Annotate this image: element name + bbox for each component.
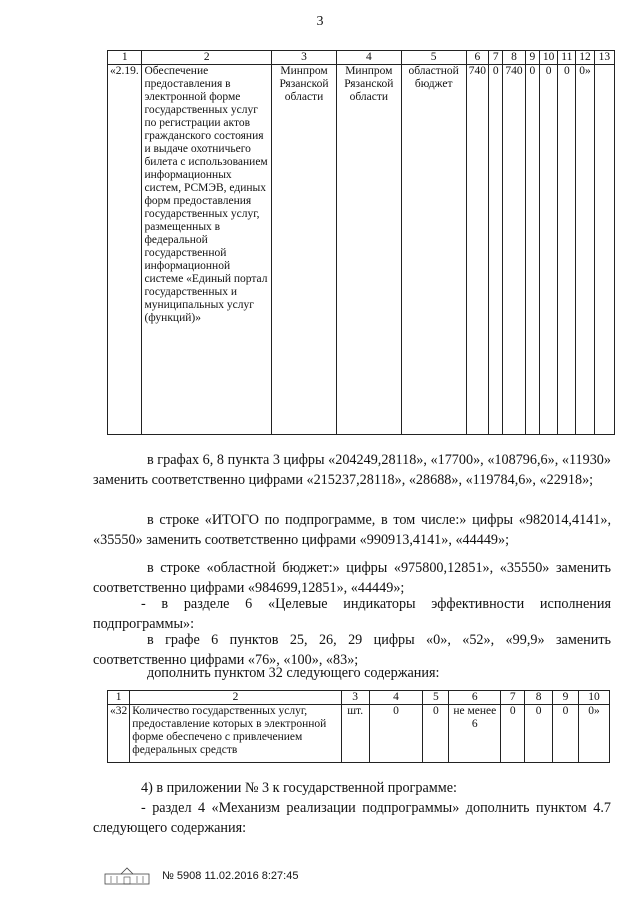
- cell-value: 0»: [579, 705, 610, 763]
- header-cell: 7: [501, 691, 525, 705]
- cell-value: не менее 6: [449, 705, 501, 763]
- cell-description: Обеспечение предоставления в электронной форме государственных услуг по регистрации актов гражданского состояния и выдаче охотничьего билета с использованием информационных систем, РСМЭВ, единых форм предоставления государственных услуг, размещенных в федеральной государственной информационной системе «Единый портал государственных и муниципальных услуг (функций)»: [142, 65, 272, 435]
- cell-value: 0: [525, 65, 539, 435]
- header-cell: 11: [558, 51, 576, 65]
- header-cell: 3: [272, 51, 337, 65]
- table-subprogram-measure: [107, 50, 615, 435]
- header-cell: 4: [336, 51, 401, 65]
- table-header-row: [108, 691, 610, 705]
- cell-funding-source: областной бюджет: [401, 65, 466, 435]
- cell-value: [594, 65, 614, 435]
- cell-unit: шт.: [341, 705, 369, 763]
- header-cell: 5: [401, 51, 466, 65]
- footer-stamp: [103, 866, 298, 886]
- table-header-row: [108, 51, 615, 65]
- paragraph: в графах 6, 8 пункта 3 цифры «204249,28118», «17700», «108796,6», «11930» заменить соответственно цифрами «215237,28118», «28688», «119784,6», «22918»;: [93, 452, 611, 488]
- cell-value: 0: [501, 705, 525, 763]
- header-cell: 13: [594, 51, 614, 65]
- table-indicator: [107, 690, 610, 763]
- header-cell: 9: [553, 691, 579, 705]
- cell-executor: Минпром Рязанской области: [272, 65, 337, 435]
- cell-coexecutor: Минпром Рязанской области: [336, 65, 401, 435]
- table-row: [108, 65, 615, 435]
- header-cell: 4: [369, 691, 423, 705]
- paragraph: в графе 6 пунктов 25, 26, 29 цифры «0», «52», «99,9» заменить соответственно цифрами «76», «100», «83»;: [93, 632, 611, 668]
- paragraph: 4) в приложении № 3 к государственной программе:: [141, 780, 457, 796]
- header-cell: 2: [142, 51, 272, 65]
- paragraph: в строке «областной бюджет:» цифры «975800,12851», «35550» заменить соответственно цифрами «984699,12851», «44449»;: [93, 560, 611, 596]
- header-cell: 12: [576, 51, 594, 65]
- header-cell: 2: [130, 691, 341, 705]
- paragraph: - раздел 4 «Механизм реализации подпрограммы» дополнить пунктом 4.7 следующего содержания:: [93, 800, 611, 836]
- cell-indicator-name: Количество государственных услуг, предоставление которых в электронной форме обеспечено с привлечением федеральных средств: [130, 705, 341, 763]
- cell-value: 0: [423, 705, 449, 763]
- cell-value: 740: [503, 65, 526, 435]
- header-cell: 1: [108, 51, 142, 65]
- header-cell: 8: [525, 691, 553, 705]
- cell-value: 0»: [576, 65, 594, 435]
- cell-value: 0: [525, 705, 553, 763]
- header-cell: 6: [466, 51, 489, 65]
- cell-number: «32: [108, 705, 130, 763]
- page-number: 3: [316, 14, 324, 29]
- document-registration: № 5908 11.02.2016 8:27:45: [162, 869, 299, 882]
- paragraph: дополнить пунктом 32 следующего содержания:: [147, 665, 440, 681]
- header-cell: 5: [423, 691, 449, 705]
- cell-number: «2.19.: [108, 65, 142, 435]
- paragraph: в строке «ИТОГО по подпрограмме, в том числе:» цифры «982014,4141», «35550» заменить соответственно цифрами «990913,4141», «44449»;: [93, 512, 611, 548]
- paragraph: - в разделе 6 «Целевые индикаторы эффективности исполнения подпрограммы»:: [93, 596, 611, 632]
- cell-value: 0: [558, 65, 576, 435]
- cell-value: 0: [369, 705, 423, 763]
- header-cell: 6: [449, 691, 501, 705]
- header-cell: 7: [489, 51, 503, 65]
- cell-value: 740: [466, 65, 489, 435]
- header-cell: 9: [525, 51, 539, 65]
- cell-value: 0: [553, 705, 579, 763]
- cell-value: 0: [489, 65, 503, 435]
- building-seal-icon: [103, 866, 151, 886]
- header-cell: 8: [503, 51, 526, 65]
- table-row: [108, 705, 610, 763]
- header-cell: 3: [341, 691, 369, 705]
- cell-value: 0: [539, 65, 557, 435]
- header-cell: 10: [579, 691, 610, 705]
- header-cell: 10: [539, 51, 557, 65]
- header-cell: 1: [108, 691, 130, 705]
